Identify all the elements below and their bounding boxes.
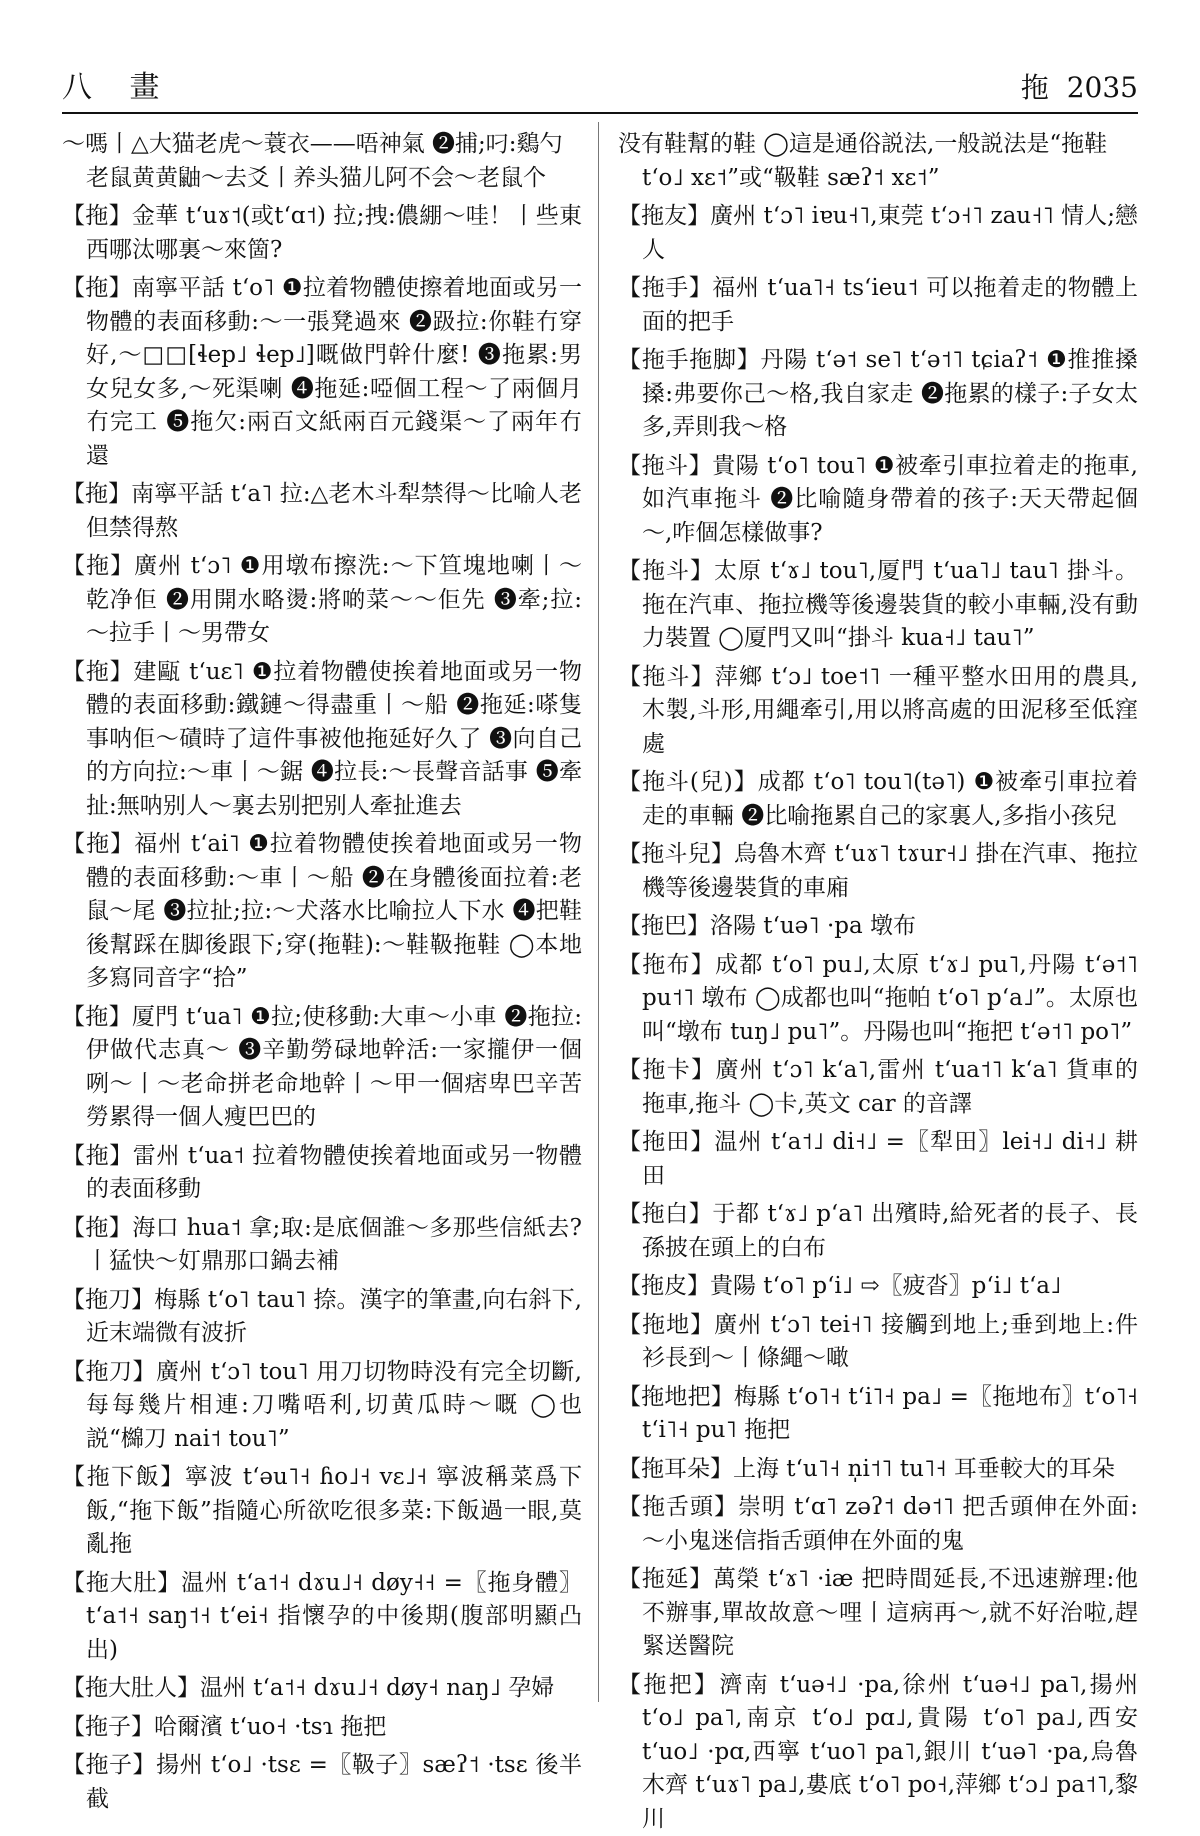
column-divider <box>598 122 599 1702</box>
dictionary-entry: 【拖】建甌 tʻuɛ˥ ❶拉着物體使挨着地面或另一物體的表面移動:鐵鏈～得盡重丨～船 ❷拖延:嗏隻事呐佢～磧時了這件事被他拖延好久了 ❸向自己的方向拉:～車丨～鋸 ❹拉長:～長聲音話事 ❺牽扯:無呐别人～裏去别把别人牽扯進去 <box>62 656 582 824</box>
dictionary-entry: 【拖舌頭】崇明 tʻɑ˥ zəʔ˦ də˦˥ 把舌頭伸在外面:～小鬼迷信指舌頭伸在外面的鬼 <box>618 1491 1138 1558</box>
left-column <box>62 128 582 1698</box>
dictionary-entry: 【拖斗】太原 tʻɤ˩ tou˥,厦門 tʻua˥˩ tau˥ 掛斗。拖在汽車、拖拉機等後邊裝貨的較小車輛,没有動力裝置 ◯厦門又叫“掛斗 kua˧˩ tau˥” <box>618 555 1138 656</box>
dictionary-entry: 【拖田】温州 tʻa˦˩ di˧˩ =〖犁田〗lei˧˩ di˧˩ 耕田 <box>618 1126 1138 1193</box>
dictionary-entry: 【拖斗兒】烏魯木齊 tʻuɤ˥ tɤur˧˩ 掛在汽車、拖拉機等後邊裝貨的車廂 <box>618 838 1138 905</box>
dictionary-entry: 【拖友】廣州 tʻɔ˥ iɐu˧˥,東莞 tʻɔ˧˥ zau˧˥ 情人;戀人 <box>618 200 1138 267</box>
page-header <box>62 58 1138 114</box>
dictionary-entry: 【拖大肚】温州 tʻa˦˧ dɤu˩˧ døy˧˧ =〖拖身體〗tʻa˦˧ saŋ˦˧ tʻei˧ 指懷孕的中後期(腹部明顯凸出) <box>62 1567 582 1668</box>
dictionary-entry: 没有鞋幫的鞋 ◯這是通俗説法,一般説法是“拖鞋 tʻo˩ xɛ˦”或“靸鞋 sæʔ˦ xɛ˦” <box>618 128 1138 195</box>
section-label: 八 畫 <box>62 62 174 106</box>
dictionary-entry: 【拖子】哈爾濱 tʻuo˧ ·tsɿ 拖把 <box>62 1711 582 1745</box>
dictionary-entry: 【拖延】萬榮 tʻɤ˥ ·iæ 把時間延長,不迅速辦理:他不辦事,單故故意～哩丨這病再～,就不好治啦,趕緊送醫院 <box>618 1563 1138 1664</box>
dictionary-entry: 【拖手】福州 tʻua˥˧ tsʻieu˦ 可以拖着走的物體上面的把手 <box>618 272 1138 339</box>
dictionary-entry: 【拖卡】廣州 tʻɔ˥ kʻa˥,雷州 tʻua˦˥ kʻa˥ 貨車的拖車,拖斗 ◯卡,英文 car 的音譯 <box>618 1054 1138 1121</box>
page-number: 2035 <box>1067 71 1138 104</box>
page-head <box>1021 66 1138 106</box>
dictionary-entry: 【拖把】濟南 tʻuə˧˩ ·pa,徐州 tʻuə˧˩ pa˥,揚州 tʻo˩ pa˥,南京 tʻo˩ pɑ˩,貴陽 tʻo˥ pa˩,西安 tʻuo˩ ·pɑ,西寧 tʻuo˥ pa˥,銀川 tʻuə˥ ·pa,烏魯木齊 tʻuɤ˥ pa˩,婁底 tʻo˥ po˧,萍鄉 tʻɔ˩ pa˦˥,黎川 <box>618 1669 1138 1836</box>
right-column <box>618 128 1138 1698</box>
dictionary-entry: 【拖斗(兒)】成都 tʻo˥ tou˥(tə˥) ❶被牽引車拉着走的車輛 ❷比喻拖累自己的家裏人,多指小孩兒 <box>618 766 1138 833</box>
dictionary-entry: 【拖】雷州 tʻua˦ 拉着物體使挨着地面或另一物體的表面移動 <box>62 1140 582 1207</box>
dictionary-entry: 【拖皮】貴陽 tʻo˥ pʻi˩ ⇨〖疲沓〗pʻi˩ tʻa˩ <box>618 1270 1138 1304</box>
head-character: 拖 <box>1021 71 1049 104</box>
dictionary-entry: 【拖斗】貴陽 tʻo˥ tou˥ ❶被牽引車拉着走的拖車,如汽車拖斗 ❷比喻隨身帶着的孩子:天天帶起個～,咋個怎樣做事? <box>618 450 1138 551</box>
dictionary-entry: 【拖布】成都 tʻo˥ pu˩,太原 tʻɤ˩ pu˥,丹陽 tʻə˦˥ pu˦˥ 墩布 ◯成都也叫“拖帕 tʻo˥ pʻa˩”。太原也叫“墩布 tuŋ˩ pu˥”。丹陽也叫“拖把 tʻə˦˥ po˥” <box>618 949 1138 1050</box>
dictionary-entry: 【拖】金華 tʻuɤ˦(或tʻɑ˦) 拉;拽:儂綳～哇！丨些東西哪汰哪裏～來箇? <box>62 200 582 267</box>
dictionary-entry: 【拖地把】梅縣 tʻo˥˧ tʻi˥˧ pa˩ =〖拖地布〗tʻo˥˧ tʻi˥˧ pu˥ 拖把 <box>618 1381 1138 1448</box>
dictionary-entry: 【拖】南寧平話 tʻo˥ ❶拉着物體使擦着地面或另一物體的表面移動:～一張凳過來 ❷趿拉:你鞋冇穿好,～□□[ɬep˩ ɬep˩]嘅做門幹什麼! ❸拖累:男女兒女多,～死渠喇 ❹拖延:啞個工程～了兩個月冇完工 ❺拖欠:兩百文紙兩百元錢渠～了兩年冇還 <box>62 272 582 473</box>
dictionary-entry: 【拖下飯】寧波 tʻəu˥˧ ɦo˩˧ vɛ˩˧ 寧波稱菜爲下飯,“拖下飯”指隨心所欲吃很多菜:下飯過一眼,莫亂拖 <box>62 1461 582 1562</box>
dictionary-entry: ～嗎丨△大猫老虎～蓑衣——唔神氣 ❷捕;叼:鷄勺老鼠黄黄鼬～去爻丨养头猫儿阿不会～老鼠个 <box>62 128 582 195</box>
dictionary-entry: 【拖斗】萍鄉 tʻɔ˩ toe˦˥ 一種平整水田用的農具,木製,斗形,用繩牽引,用以將高處的田泥移至低窪處 <box>618 661 1138 762</box>
dictionary-entry: 【拖刀】廣州 tʻɔ˥ tou˥ 用刀切物時没有完全切斷,每每幾片相連:刀嘴唔利,切黄瓜時～嘅 ◯也説“檰刀 nai˦ tou˥” <box>62 1356 582 1457</box>
dictionary-entry: 【拖大肚人】温州 tʻa˦˧ dɤu˩˧ døy˧ naŋ˩ 孕婦 <box>62 1672 582 1706</box>
dictionary-entry: 【拖子】揚州 tʻo˩ ·tsɛ =〖靸子〗sæʔ˦ ·tsɛ 後半截 <box>62 1749 582 1816</box>
dictionary-entry: 【拖手拖脚】丹陽 tʻə˦ se˥ tʻə˦˥ tɕiaʔ˦ ❶推推搡搡:弗要你己～格,我自家走 ❷拖累的樣子:子女太多,弄則我～格 <box>618 344 1138 445</box>
dictionary-entry: 【拖】厦門 tʻua˥ ❶拉;使移動:大車～小車 ❷拖拉:伊做代志真～ ❸辛勤勞碌地幹活:一家攏伊一個咧～丨～老命拼老命地幹丨～甲一個痞卑巴辛苦勞累得一個人瘦巴巴的 <box>62 1001 582 1135</box>
dictionary-entry: 【拖地】廣州 tʻɔ˥ tei˧˥ 接觸到地上;垂到地上:件衫長到～丨條繩～噉 <box>618 1309 1138 1376</box>
dictionary-entry: 【拖】福州 tʻai˥ ❶拉着物體使挨着地面或另一物體的表面移動:～車丨～船 ❷在身體後面拉着:老鼠～尾 ❸拉扯;拉:～犬落水比喻拉人下水 ❹把鞋後幫踩在脚後跟下;穿(拖鞋):～鞋靸拖鞋 ◯本地多寫同音字“拾” <box>62 828 582 996</box>
dictionary-entry: 【拖】南寧平話 tʻa˥ 拉:△老木斗犁禁得～比喻人老但禁得熬 <box>62 478 582 545</box>
dictionary-entry: 【拖】海口 hua˦ 拿;取:是底個誰～多那些信紙去? 丨猛快～奵鼎那口鍋去補 <box>62 1212 582 1279</box>
dictionary-entry: 【拖耳朵】上海 tʻu˥˧ n̩i˦˥ tu˥˧ 耳垂較大的耳朵 <box>618 1453 1138 1487</box>
dictionary-entry: 【拖刀】梅縣 tʻo˥ tau˥ 捺。漢字的筆畫,向右斜下,近末端微有波折 <box>62 1284 582 1351</box>
dictionary-entry: 【拖】廣州 tʻɔ˥ ❶用墩布擦洗:～下笪塊地喇丨～乾净佢 ❷用開水略燙:將啲菜～～佢先 ❸牽;拉:～拉手丨～男帶女 <box>62 550 582 651</box>
dictionary-entry: 【拖巴】洛陽 tʻuə˥ ·pa 墩布 <box>618 910 1138 944</box>
dictionary-entry: 【拖白】于都 tʻɤ˩ pʻa˥ 出殯時,給死者的長子、長孫披在頭上的白布 <box>618 1198 1138 1265</box>
